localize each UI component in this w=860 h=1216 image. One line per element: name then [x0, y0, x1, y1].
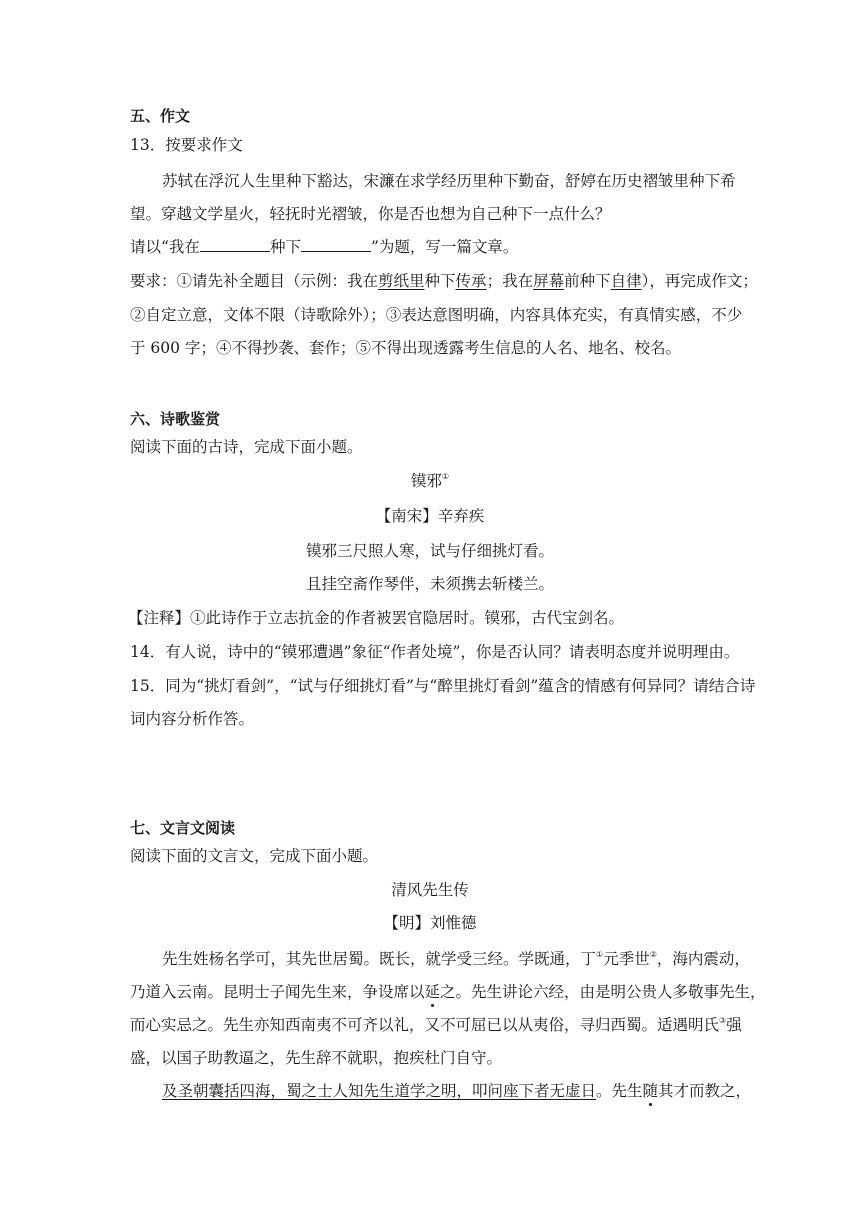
topic-middle: 种下	[269, 238, 301, 256]
essay-prompt-line-2: 望。穿越文学星火，轻抚时光褶皱，你是否也想为自己种下一点什么？	[130, 205, 611, 223]
question-15-line-2: 词内容分析作答。	[130, 710, 255, 728]
example-underline: 传承	[455, 272, 487, 290]
poem-title	[0, 471, 860, 491]
emphasis-dot-char: 延	[424, 983, 441, 1001]
classical-line-4: 盛，以国子助教逼之，先生辞不就职，抱疾杜门自守。	[130, 1049, 503, 1067]
requirement-text: 要求：①请先补全题目（示例：我在	[130, 272, 379, 290]
classical-line-1	[162, 949, 750, 969]
body-text: 乃道入云南。昆明士子闻先生来，争设席以	[130, 983, 425, 1001]
underlined-sentence: 及圣朝囊括四海，蜀之士人知先生道学之明，叩问座下者无虚日	[162, 1082, 597, 1100]
topic-prefix: 请以“我在	[130, 238, 200, 256]
example-underline: 屏幕	[533, 272, 565, 290]
classical-line-3	[130, 1015, 742, 1035]
requirement-text: 种下	[424, 272, 456, 290]
requirement-text: ；我在	[486, 272, 534, 290]
body-text: 。先生	[596, 1082, 643, 1100]
poem-annotation: 【注释】①此诗作于立志抗金的作者被罢官隐居时。镆邪，古代宝剑名。	[128, 609, 625, 627]
poem-line-1: 镆邪三尺照人寒，试与仔细挑灯看。	[305, 542, 554, 560]
poem-author: 【南宋】辛弃疾	[375, 507, 485, 525]
question-13: 13．按要求作文	[130, 136, 243, 154]
classical-text-author: 【明】刘惟德	[383, 914, 477, 932]
essay-requirement-line-3: 于 600 字；④不得抄袭、套作；⑤不得出现透露考生信息的人名、地名、校名。	[130, 339, 681, 357]
requirement-text: 前种下	[564, 272, 611, 290]
topic-blank-2	[301, 237, 371, 252]
poetry-intro: 阅读下面的古诗，完成下面小题。	[130, 438, 363, 456]
section-title-poetry: 六、诗歌鉴赏	[130, 410, 221, 428]
footnote-marker: ③	[719, 1016, 727, 1025]
poem-title-text: 镆邪	[410, 472, 442, 490]
body-text: ，海内震动，	[656, 950, 750, 968]
essay-requirement-line-2: ②自定立意，文体不限（诗歌除外）；③表达意图明确，内容具体充实，有真情实感，不少	[130, 306, 743, 324]
body-text: 先生姓杨名学可，其先世居蜀。既长，就学受三经。学既通，丁	[162, 950, 597, 968]
classical-intro: 阅读下面的文言文，完成下面小题。	[130, 847, 379, 865]
footnote-marker: ①	[441, 472, 450, 481]
body-text: 之。先生讲论六经，由是明公贵人多敬事先生，	[440, 983, 766, 1001]
requirement-text: ），再完成作文；	[641, 272, 758, 290]
question-15-line-1: 15．同为“挑灯看剑”，“试与仔细挑灯看”与“醉里挑灯看剑”蕴含的情感有何异同？请结合诗	[130, 677, 756, 695]
topic-blank-1	[200, 237, 270, 252]
essay-prompt-line-1: 苏轼在浮沉人生里种下豁达，宋濂在求学经历里种下勤奋，舒婷在历史褶皱里种下希	[162, 172, 736, 190]
emphasis-dot-char: 随	[642, 1082, 659, 1100]
body-text: 其才而教之，	[658, 1082, 752, 1100]
classical-line-2	[130, 982, 766, 1002]
question-14: 14．有人说，诗中的“镆邪遭遇”象征“作者处境”，你是否认同？请表明态度并说明理由。	[130, 643, 740, 661]
example-underline: 自律	[610, 272, 642, 290]
topic-suffix: ”为题，写一篇文章。	[370, 238, 519, 256]
body-text: 强	[726, 1016, 742, 1034]
body-text: 而心实忌之。先生亦知西南夷不可齐以礼，又不可屈已以从夷俗，寻归西蜀。适遇明氏	[130, 1016, 720, 1034]
footnote-marker: ②	[649, 950, 657, 959]
poem-line-2: 且挂空斋作琴伴，未须携去斩楼兰。	[305, 575, 554, 593]
footnote-marker: ①	[596, 950, 604, 959]
essay-requirement-line-1	[130, 271, 758, 291]
body-text: 元季世	[603, 950, 650, 968]
essay-topic-line	[130, 237, 518, 257]
classical-text-title: 清风先生传	[391, 881, 469, 899]
section-title-classical: 七、文言文阅读	[130, 819, 236, 837]
section-title-essay: 五、作文	[130, 107, 191, 125]
example-underline: 剪纸里	[378, 272, 425, 290]
classical-line-5	[162, 1081, 751, 1101]
